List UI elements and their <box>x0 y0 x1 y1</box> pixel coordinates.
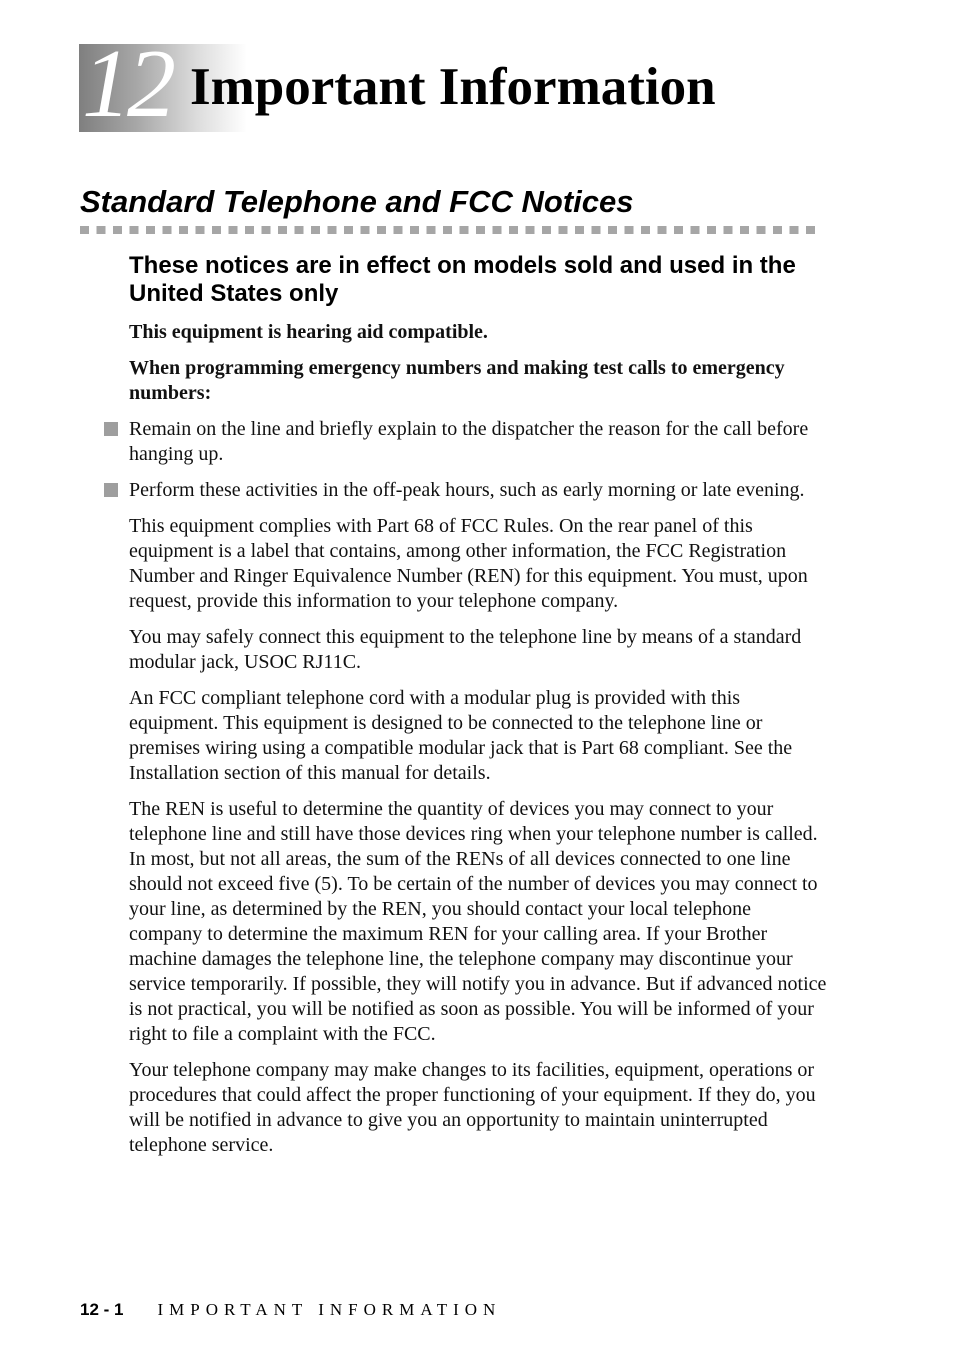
list-item-text: Remain on the line and briefly explain to the dispatcher the reason for the call before hanging up. <box>129 418 809 465</box>
hearing-aid-statement: This equipment is hearing aid compatible. <box>129 321 488 343</box>
notice-body <box>129 320 827 1169</box>
square-bullet-icon <box>104 422 118 436</box>
chapter-number: 12 <box>82 30 172 138</box>
page-footer <box>80 1300 501 1324</box>
section-divider <box>80 226 822 234</box>
paragraph-telephone-cord: An FCC compliant telephone cord with a modular plug is provided with this equipment. This equipment is designed to be connected to the telephone line or premises wiring using a compatible modular jack that is Part 68 compliant. See the Installation section of this manual for details. <box>129 687 793 784</box>
paragraph-modular-jack: You may safely connect this equipment to the telephone line by means of a standard modular jack, USOC RJ11C. <box>129 626 802 673</box>
paragraph-ren: The REN is useful to determine the quantity of devices you may connect to your telephone line and still have those devices ring when your telephone number is called. In most, but not all areas, the sum of the RENs of all devices connected to one line should not exceed five (5). To be certain of the number of devices you may connect to your line, as determined by the REN, you should contact your local telephone company to determine the maximum REN for your calling area. If your Brother machine damages the telephone line, the telephone company may discontinue your service temporarily. If possible, they will notify you in advance. But if advanced notice is not practical, you will be notified as soon as possible. You will be informed of your right to file a complaint with the FCC. <box>129 798 827 1045</box>
chapter-title: Important Information <box>190 58 716 116</box>
list-item <box>129 478 827 503</box>
list-item-text: Perform these activities in the off-peak hours, such as early morning or late evening. <box>129 479 805 501</box>
running-header: IMPORTANT INFORMATION <box>157 1300 502 1319</box>
page-number: 12 - 1 <box>80 1300 124 1319</box>
subsection-title: These notices are in effect on models sold and used in the United States only <box>129 252 796 307</box>
list-item <box>129 417 827 467</box>
section-title: Standard Telephone and FCC Notices <box>80 184 634 219</box>
emergency-heading: When programming emergency numbers and making test calls to emergency numbers: <box>129 357 785 404</box>
square-bullet-icon <box>104 483 118 497</box>
paragraph-company-changes: Your telephone company may make changes to its facilities, equipment, operations or procedures that could affect the proper functioning of your equipment. If they do, you will be notified in advance to give you an opportunity to maintain uninterrupted telephone service. <box>129 1059 816 1156</box>
paragraph-part68: This equipment complies with Part 68 of FCC Rules. On the rear panel of this equipment is a label that contains, among other information, the FCC Registration Number and Ringer Equivalence Number (REN) for this equipment. You must, upon request, provide this information to your telephone company. <box>129 515 808 612</box>
